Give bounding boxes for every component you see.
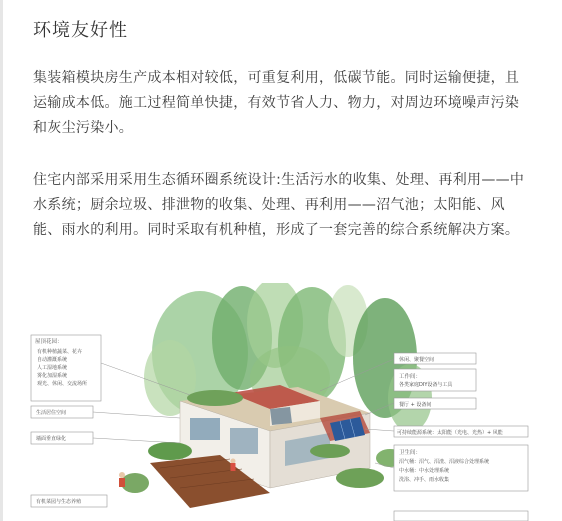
eco-box-line: 自动灌溉系统: [37, 357, 68, 363]
label-workshop-line: 各类家庭DIY设备与工具: [399, 382, 453, 388]
eco-box-line: 有机种植蔬菜、花卉: [37, 349, 83, 355]
label-living-space: 生活居住空间: [36, 410, 67, 416]
label-bath-title: 卫生间：: [399, 450, 422, 456]
eco-box-line: 雾化加湿系统: [37, 373, 68, 379]
paragraph-eco-cycle: 住宅内部采用采用生态循环圈系统设计:生活污水的收集、处理、再利用——中水系统；厨余垃圾、排泄物的收集、处理、再利用——沼气池；太阳能、风能、雨水的利用。同时采取有机种植，形成了一套完善的综合系统解决方案。: [33, 172, 525, 238]
eco-box-line: 观光、休闲、交流场所: [37, 381, 88, 387]
label-kitchen: 餐厅 + 设备间: [399, 402, 432, 408]
label-leisure: 休闲、聚餐空间: [399, 357, 435, 363]
eco-box-title: 屋顶花园：: [35, 339, 63, 345]
label-bath-line: 沼气桶：沼气、沼渣、沼液综合处理系统: [399, 459, 490, 465]
eco-box-line: 人工湿地系统: [37, 365, 68, 371]
label-bath-line: 中水桶：中水处理系统: [399, 468, 450, 474]
label-workshop-title: 工作间：: [399, 374, 422, 380]
paragraph-environment: 集装箱模块房生产成本相对较低，可重复利用，低碳节能。同时运输便捷，且运输成本低。施工过程简单快捷，有效节省人力、物力，对周边环境噪声污染和灰尘污染小。: [33, 70, 520, 136]
eco-house-illustration: [30, 283, 532, 521]
left-margin-rule: [0, 0, 3, 521]
label-bath-line: 洗浴、冲手、雨水收集: [399, 477, 450, 483]
section-title: 环境友好性: [33, 20, 128, 41]
label-farm: 有机菜园与生态养殖: [36, 499, 82, 505]
label-renewable: 可持续能源系统：太阳能（光电、光热）+ 风能: [397, 430, 503, 436]
label-wall-green: 墙面垂直绿化: [36, 436, 67, 442]
